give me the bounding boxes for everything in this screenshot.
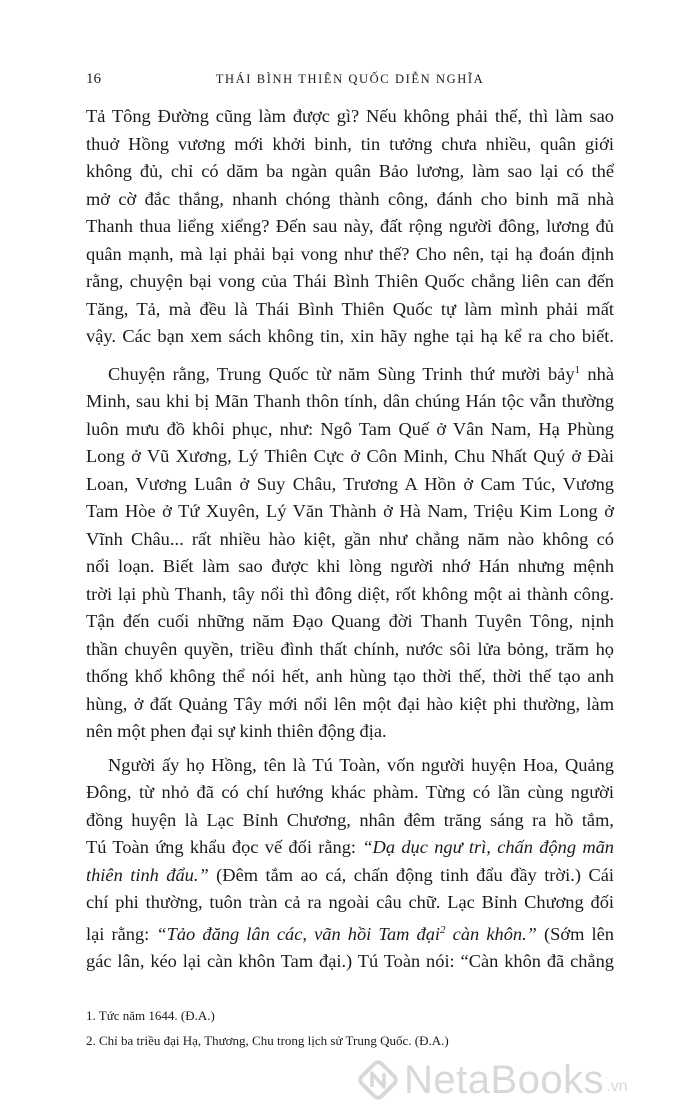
text-line: Long ở Vũ Xương, Lý Thiên Cực ở Côn Minh, Chu Nhất Quý ở Đài <box>86 446 614 467</box>
text-line: Tận đến cuối những năm Đạo Quang đời Thanh Tuyên Tông, nịnh <box>86 611 614 632</box>
paragraph-3 <box>86 752 614 976</box>
text-line: nên một phen đại sự kinh thiên động địa. <box>86 721 387 742</box>
text-fragment: Chuyện rằng, Trung Quốc từ năm Sùng Trinh thứ mười bảy <box>108 363 575 384</box>
footnote-2: 2. Chỉ ba triều đại Hạ, Thương, Chu trong lịch sử Trung Quốc. (Đ.A.) <box>86 1033 449 1048</box>
text-line: không đủ, chỉ có dăm ba ngàn quân Bảo lương, làm sao lại có thể <box>86 161 614 181</box>
text-line-with-footnote <box>86 357 614 389</box>
text-line: rằng, chuyện bại vong của Thái Bình Thiên Quốc chẳng liên can đến <box>86 271 614 291</box>
text-line: Người ấy họ Hồng, tên là Tú Toàn, vốn người huyện Hoa, Quảng <box>108 754 614 775</box>
text-line: vậy. Các bạn xem sách không tin, xin hãy nghe tại hạ kể ra cho biết. <box>86 326 614 346</box>
text-line: thống khổ không thể nói hết, anh hùng tạo thời thế, thời thế tạo anh <box>86 666 614 687</box>
text-line: Thanh thua liểng xiểng? Đến sau này, đất rộng người đông, lương đủ <box>86 216 614 236</box>
text-line: trời lại phù Thanh, tây nổi thì đông diệt, rốt không một ai thành công. <box>86 583 614 604</box>
watermark <box>358 1058 628 1102</box>
text-line: hùng, ở đất Quảng Tây mới nổi lên một đại hào kiệt phi thường, làm <box>86 693 614 714</box>
watermark-suffix: .vn <box>606 1078 628 1095</box>
text-fragment: nhà <box>580 363 614 384</box>
running-title: THÁI BÌNH THIÊN QUỐC DIỄN NGHĨA <box>215 72 485 86</box>
text-line: gác lân, kéo lại càn khôn Tam đại.) Tú Toàn nói: “Càn khôn đã chẳng <box>86 951 614 972</box>
footnote-marker-1: 1 <box>574 363 581 376</box>
text-line: Đông, từ nhỏ đã có chí hướng khác phàm. Từng có lần cùng người <box>86 782 614 803</box>
footnotes <box>86 1003 614 1053</box>
netabooks-logo-icon <box>358 1060 398 1100</box>
text-fragment: lại rằng: <box>86 923 157 944</box>
text-line <box>86 862 614 890</box>
footnote-1: 1. Tức năm 1644. (Đ.A.) <box>86 1008 215 1023</box>
text-line: chí phi thường, tuôn tràn cả ra ngoài câu chữ. Lạc Bỉnh Chương đối <box>86 892 614 913</box>
text-line: Tam Hòe ở Tứ Xuyên, Lý Văn Thành ở Hà Nam, Triệu Kim Long ở <box>86 501 614 522</box>
quoted-verse: thiên tinh đẩu.” <box>86 864 209 885</box>
text-line: thần chuyên quyền, triều đình thất chính, nước sôi lửa bỏng, trăm họ <box>86 638 614 659</box>
text-line-with-footnote <box>86 917 614 949</box>
paragraph-2 <box>86 357 614 746</box>
text-line: Tả Tông Đường cũng làm được gì? Nếu không phải thế, thì làm sao <box>86 106 614 126</box>
quoted-verse: càn khôn.” <box>445 923 537 944</box>
page-header <box>86 68 614 90</box>
text-line: quân mạnh, mà lại phải bại vong như thế? Cho nên, tại hạ đoán định <box>86 243 614 264</box>
text-fragment: Tú Toàn ứng khẩu đọc vế đối rằng: <box>86 837 363 858</box>
text-line: mở cờ đắc thắng, nhanh chóng thành công, đánh cho binh mã nhà <box>86 188 614 209</box>
paragraph-1 <box>86 103 614 351</box>
text-fragment: (Sớm lên <box>536 923 615 944</box>
text-fragment: (Đêm tắm ao cá, chấn động tinh đẩu đầy trời.) Cái <box>208 864 614 885</box>
text-line: Loan, Vương Luân ở Suy Châu, Trương A Hồn ở Cam Túc, Vương <box>86 473 614 494</box>
text-line: luôn mưu đồ khôi phục, như: Ngô Tam Quế ở Vân Nam, Hạ Phùng <box>86 418 614 439</box>
text-line <box>86 834 614 862</box>
text-line: Minh, sau khi bị Mãn Thanh thôn tính, dân chúng Hán tộc vẫn thường <box>86 391 614 412</box>
quoted-verse: “Dạ dục ngư trì, chấn động mãn <box>362 837 614 858</box>
page-number: 16 <box>86 71 101 87</box>
text-line: Tăng, Tả, mà đều là Thái Bình Thiên Quốc tự làm mình phải mất <box>86 298 614 319</box>
text-line: Vĩnh Châu... rất nhiều hào kiệt, gần như chẳng năm nào không có <box>86 528 614 549</box>
watermark-brand: NetaBooks <box>404 1057 605 1102</box>
quoted-verse: “Tảo đăng lân các, vãn hồi Tam đại <box>156 923 441 944</box>
text-line: thuở Hồng vương mới khởi binh, tin tưởng chưa nhiều, quân giới <box>86 133 614 154</box>
footnote-marker-2: 2 <box>440 923 446 936</box>
text-line: nổi loạn. Biết làm sao được khi lòng người nhớ Hán nhưng mệnh <box>86 556 614 577</box>
body-text <box>86 103 614 976</box>
text-line: đồng huyện là Lạc Bỉnh Chương, nhân đêm trăng sáng ra hồ tắm, <box>86 809 614 830</box>
